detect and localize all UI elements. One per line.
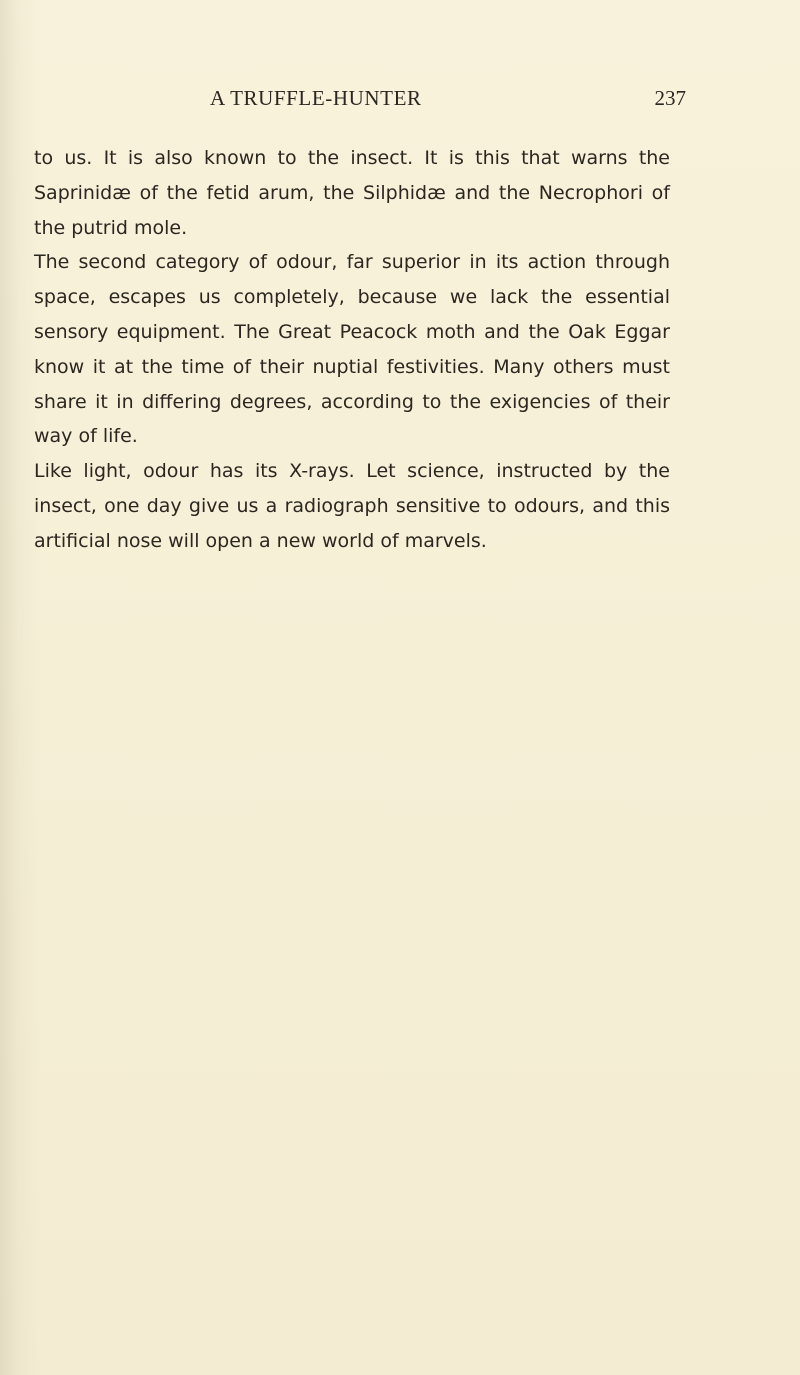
running-head xyxy=(34,86,686,116)
running-title: A TRUFFLE-HUNTER xyxy=(210,86,422,110)
paragraph-3: Like light, odour has its X-rays. Let science, instructed by the insect, one day give us a radiograph sensitive to odours, and this artificial nose will open a new world of marvels. xyxy=(34,460,670,552)
body-text xyxy=(34,141,670,559)
paragraph-1: to us. It is also known to the insect. It is this that warns the Saprinidæ of the fetid arum, the Silphidæ and the Necrophori of the putrid mole. xyxy=(34,147,670,239)
page-number: 237 xyxy=(654,86,686,110)
paragraph-2: The second category of odour, far superior in its action through space, escapes us completely, because we lack the essential sensory equipment. The Great Peacock moth and the Oak Eggar know it at the time of their nuptial festivities. Many others must share it in differing degrees, according to the exigencies of their way of life. xyxy=(34,251,670,448)
